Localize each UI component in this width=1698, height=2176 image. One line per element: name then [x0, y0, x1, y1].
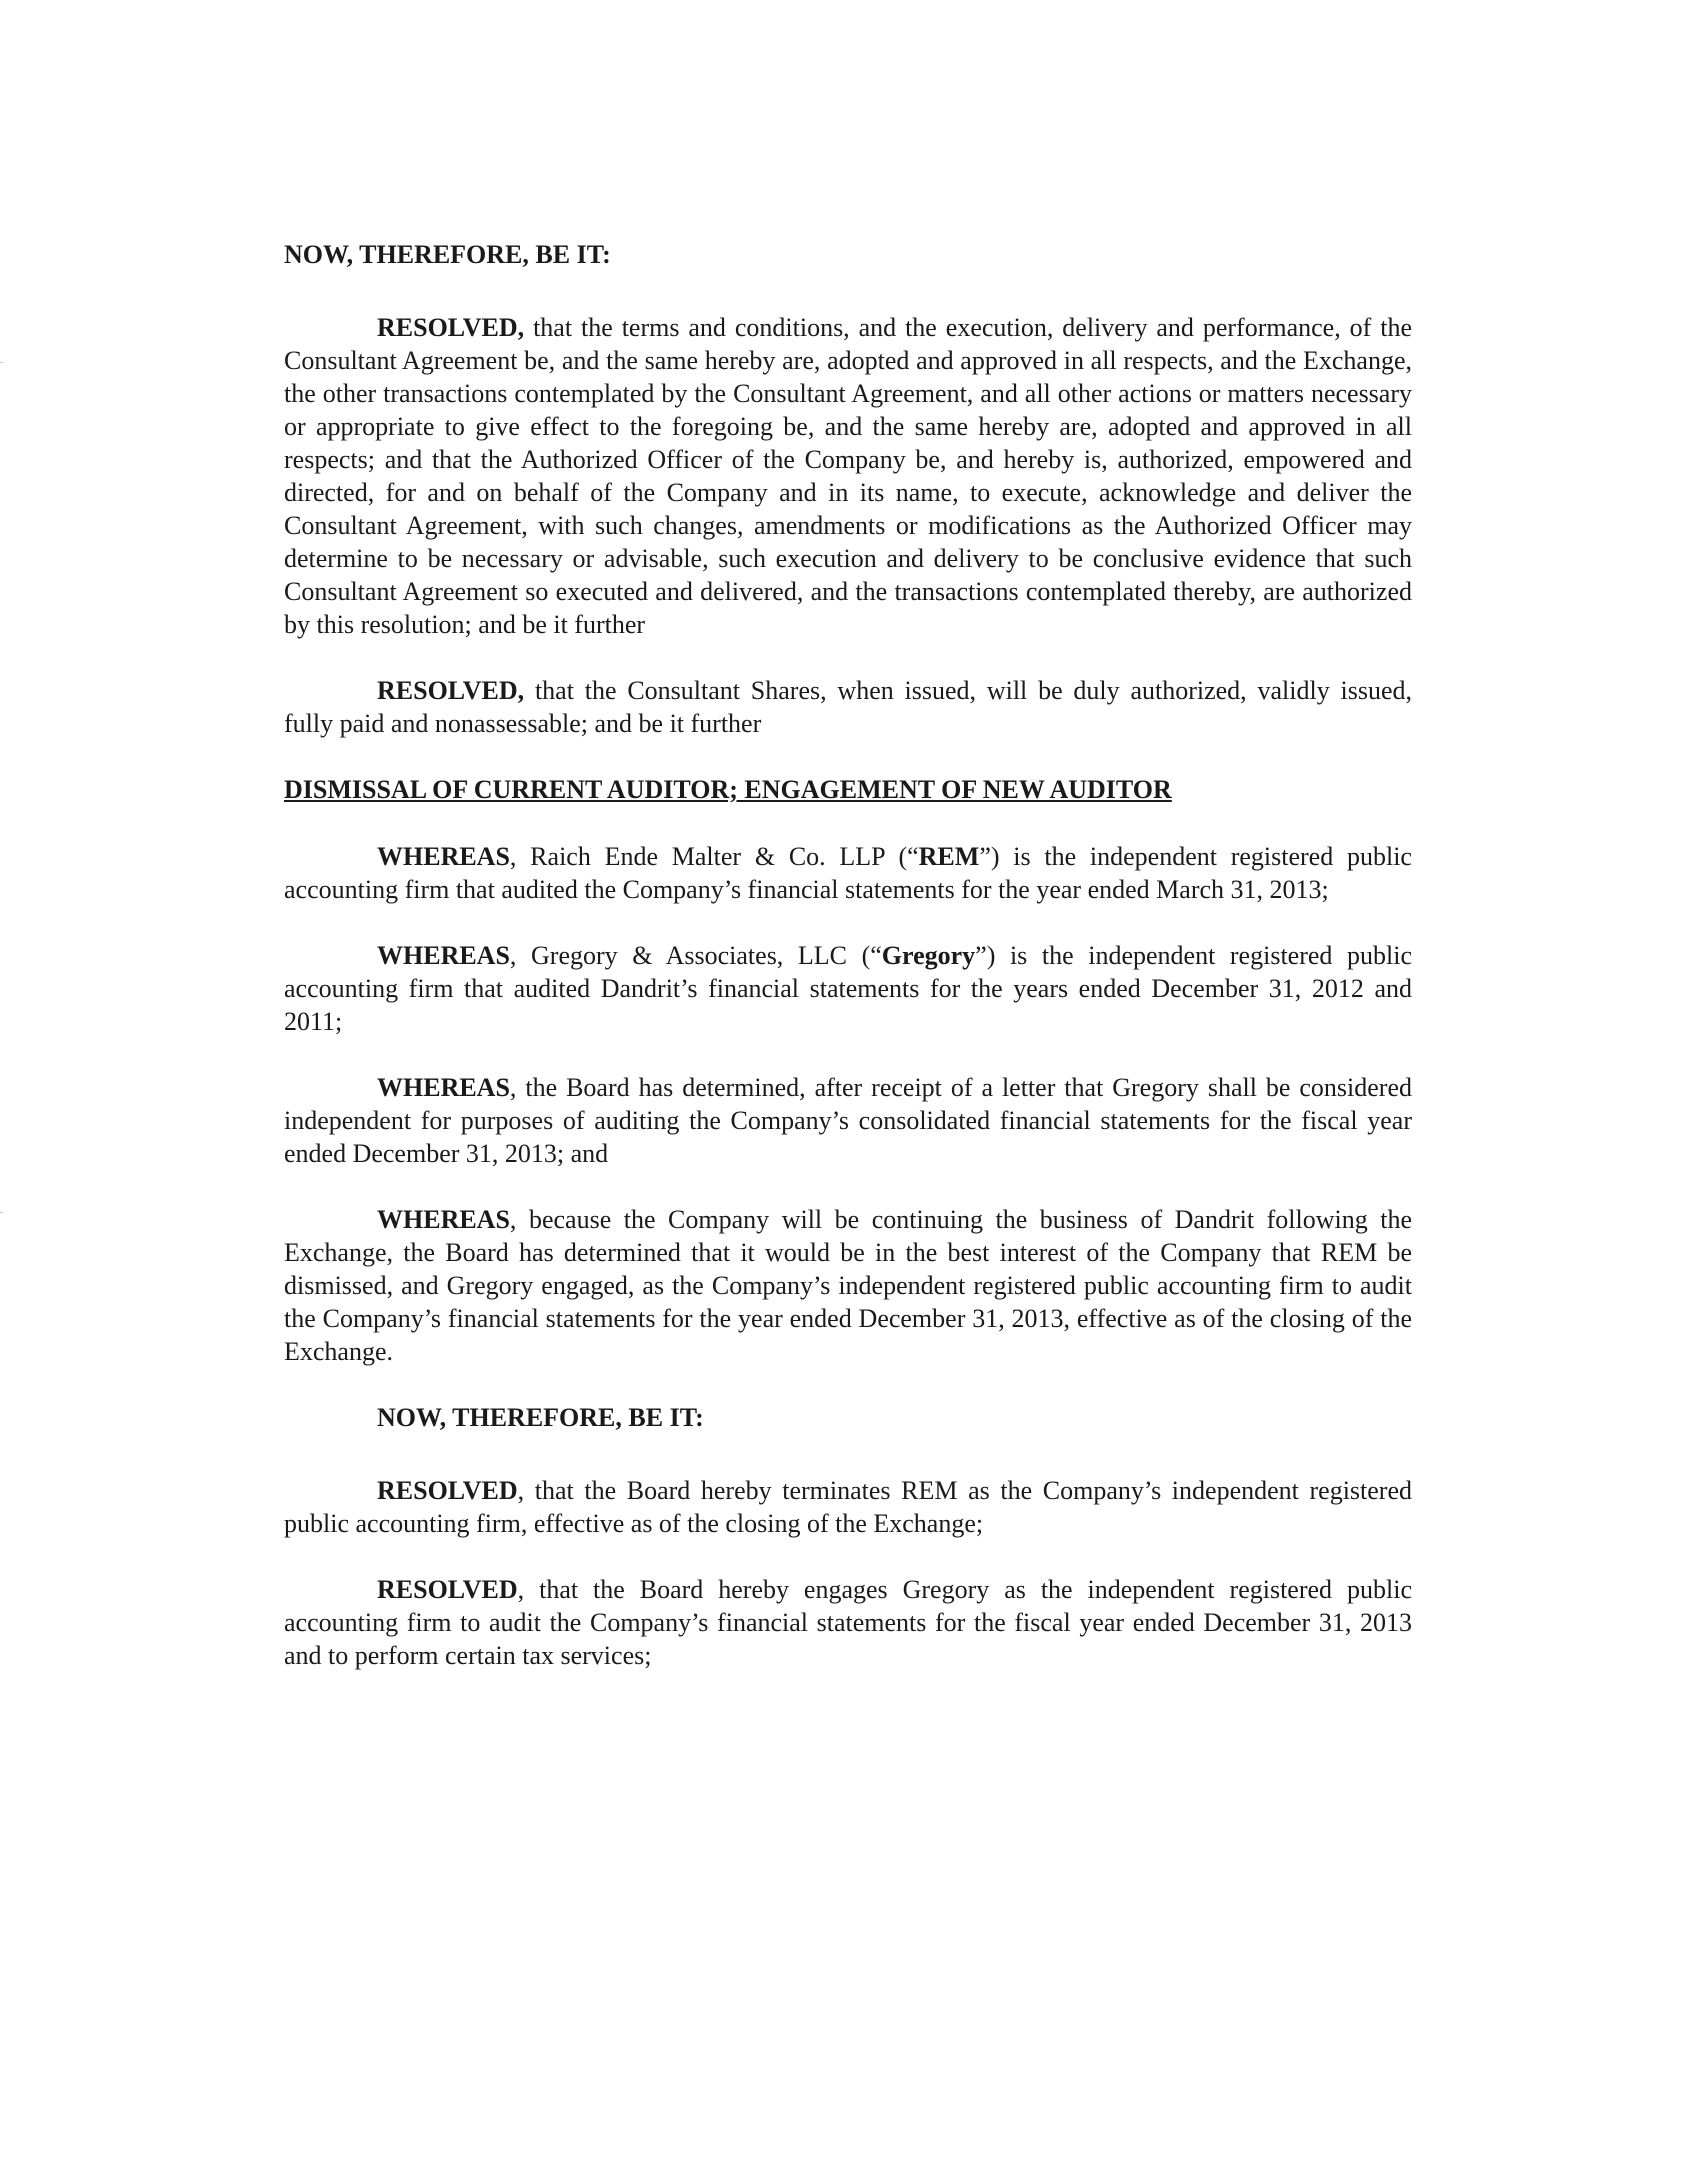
- paragraph-text: , Raich Ende Malter & Co. LLP (“: [509, 842, 919, 871]
- whereas-label: WHEREAS: [377, 842, 510, 871]
- scan-edge-mark: [0, 1212, 3, 1213]
- section-title: DISMISSAL OF CURRENT AUDITOR; ENGAGEMENT OF NEW AUDITOR: [284, 775, 1172, 804]
- whereas-label: WHEREAS: [377, 941, 510, 970]
- document-body: [284, 238, 1412, 1705]
- resolved-label: RESOLVED,: [377, 676, 525, 705]
- paragraph-text: that the terms and conditions, and the execution, delivery and performance, of the Consultant Agreement be, and the same hereby are, adopted and approved in all respects, and the Exchange, the other transactions contemplated by the Consultant Agreement, and all other actions or matters necessary or appropriate to give effect to the foregoing be, and the same hereby are, adopted and approved in all respects; and that the Authorized Officer of the Company be, and hereby is, authorized, empowered and directed, for and on behalf of the Company and in its name, to execute, acknowledge and deliver the Consultant Agreement, with such changes, amendments or modifications as the Authorized Officer may determine to be necessary or advisable, such execution and delivery to be conclusive evidence that such Consultant Agreement so executed and delivered, and the transactions contemplated thereby, are authorized by this resolution; and be it further: [284, 313, 1412, 639]
- whereas-paragraph: [284, 939, 1412, 1038]
- resolution-paragraph: [284, 674, 1412, 740]
- paragraph-text: ”) is the independent registered public accounting firm that audited the Company’s financial statements for the year ended March 31, 2013;: [284, 842, 1412, 904]
- resolved-label: RESOLVED: [377, 1476, 518, 1505]
- paragraph-text: , the Board has determined, after receipt of a letter that Gregory shall be considered independent for purposes of auditing the Company’s consolidated financial statements for the fiscal year ended December 31, 2013; and: [284, 1073, 1412, 1168]
- defined-term: REM: [918, 842, 980, 871]
- resolution-paragraph: [284, 311, 1412, 641]
- whereas-paragraph: [284, 1203, 1412, 1368]
- resolution-paragraph: [284, 1573, 1412, 1672]
- resolved-label: RESOLVED: [377, 1575, 518, 1604]
- scan-edge-mark: [0, 362, 3, 363]
- resolved-label: RESOLVED,: [377, 313, 525, 342]
- paragraph-text: , that the Board hereby engages Gregory as the independent registered public accounting firm to audit the Company’s financial statements for the fiscal year ended December 31, 2013 and to perform certain tax services;: [284, 1575, 1412, 1670]
- paragraph-text: , Gregory & Associates, LLC (“: [509, 941, 882, 970]
- whereas-label: WHEREAS: [377, 1073, 510, 1102]
- whereas-label: WHEREAS: [377, 1205, 510, 1234]
- defined-term: Gregory: [881, 941, 976, 970]
- paragraph-text: ”) is the independent registered public accounting firm that audited Dandrit’s financial statements for the years ended December 31, 2012 and 2011;: [284, 941, 1412, 1036]
- now-therefore-heading: NOW, THEREFORE, BE IT:: [377, 1403, 704, 1432]
- resolution-paragraph: [284, 1474, 1412, 1540]
- paragraph-text: , that the Board hereby terminates REM as the Company’s independent registered public accounting firm, effective as of the closing of the Exchange;: [284, 1476, 1412, 1538]
- whereas-paragraph: [284, 1071, 1412, 1170]
- paragraph-text: that the Consultant Shares, when issued, will be duly authorized, validly issued, fully paid and nonassessable; and be it further: [284, 676, 1412, 738]
- paragraph-text: , because the Company will be continuing the business of Dandrit following the Exchange, the Board has determined that it would be in the best interest of the Company that REM be dismissed, and Gregory engaged, as the Company’s independent registered public accounting firm to audit the Company’s financial statements for the year ended December 31, 2013, effective as of the closing of the Exchange.: [284, 1205, 1412, 1366]
- now-therefore-heading: NOW, THEREFORE, BE IT:: [284, 240, 611, 269]
- whereas-paragraph: [284, 840, 1412, 906]
